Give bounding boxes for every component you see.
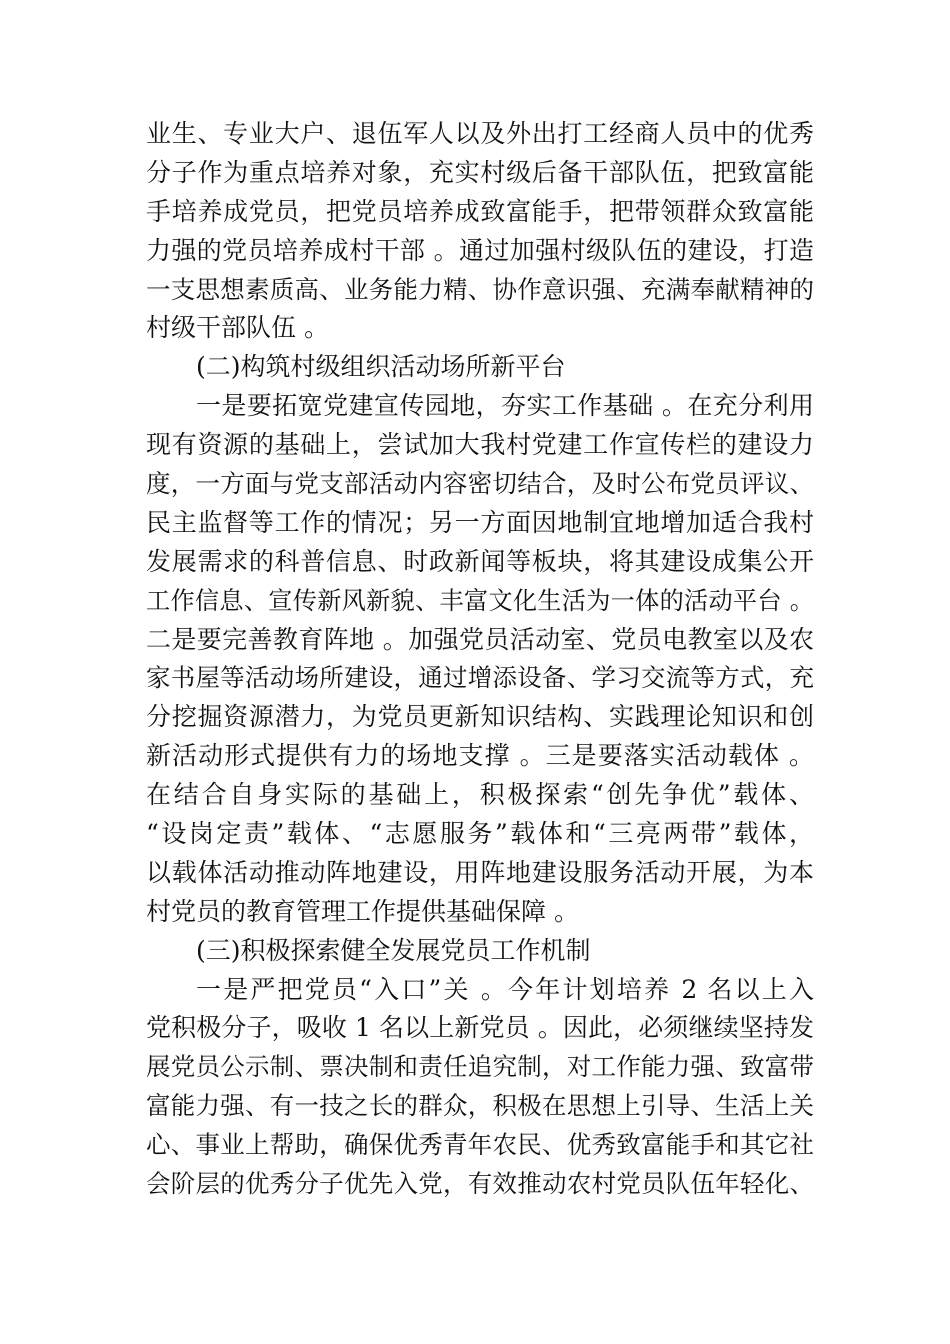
text-line: 新活动形式提供有力的场地支撑 。三是要落实活动载体 。 [146, 741, 814, 771]
section-heading: (二)构筑村级组织活动场所新平台 [196, 352, 566, 382]
body-text [146, 115, 814, 1204]
text-line: 分挖掘资源潜力，为党员更新知识结构、实践理论知识和创 [146, 702, 814, 732]
text-line: 一是严把党员“入口”关 。今年计划培养 2 名以上入 [196, 974, 814, 1004]
text-line: 手培养成党员，把党员培养成致富能手，把带领群众致富能 [146, 196, 814, 226]
text-line: 力强的党员培养成村干部 。通过加强村级队伍的建设，打造 [146, 235, 814, 265]
text-line: 心、事业上帮助，确保优秀青年农民、优秀致富能手和其它社 [146, 1130, 814, 1160]
text-line: 家书屋等活动场所建设，通过增添设备、学习交流等方式，充 [146, 663, 814, 693]
text-line: 展党员公示制、票决制和责任追究制，对工作能力强、致富带 [146, 1052, 814, 1082]
text-line: 党积极分子，吸收 1 名以上新党员 。因此，必须继续坚持发 [146, 1013, 814, 1043]
text-line: 以载体活动推动阵地建设，用阵地建设服务活动开展，为本 [146, 857, 814, 887]
text-line: 会阶层的优秀分子优先入党，有效推动农村党员队伍年轻化、 [146, 1169, 814, 1199]
text-line: 在结合自身实际的基础上，积极探索“创先争优”载体、 [146, 780, 814, 810]
text-line: 一是要拓宽党建宣传园地，夯实工作基础 。在充分利用 [196, 391, 814, 421]
text-line: 民主监督等工作的情况；另一方面因地制宜地增加适合我村 [146, 507, 814, 537]
section-heading: (三)积极探索健全发展党员工作机制 [196, 935, 591, 965]
text-line: 业生、专业大户、退伍军人以及外出打工经商人员中的优秀 [146, 119, 814, 148]
text-line: 度，一方面与党支部活动内容密切结合，及时公布党员评议、 [146, 469, 814, 499]
text-line: 现有资源的基础上，尝试加大我村党建工作宣传栏的建设力 [146, 430, 814, 460]
text-line: 工作信息、宣传新风新貌、丰富文化生活为一体的活动平台 。 [146, 586, 814, 615]
text-line: 发展需求的科普信息、时政新闻等板块，将其建设成集公开 [146, 546, 814, 576]
text-line: 村级干部队伍 。 [146, 313, 329, 343]
text-line: 村党员的教育管理工作提供基础保障 。 [146, 896, 579, 926]
text-line: “设岗定责”载体、“志愿服务”载体和“三亮两带”载体， [146, 819, 814, 849]
text-line: 分子作为重点培养对象，充实村级后备干部队伍，把致富能 [146, 157, 814, 187]
text-line: 一支思想素质高、业务能力精、协作意识强、充满奉献精神的 [146, 274, 814, 304]
text-line: 富能力强、有一技之长的群众，积极在思想上引导、生活上关 [146, 1091, 814, 1121]
text-line: 二是要完善教育阵地 。加强党员活动室、党员电教室以及农 [146, 624, 814, 654]
